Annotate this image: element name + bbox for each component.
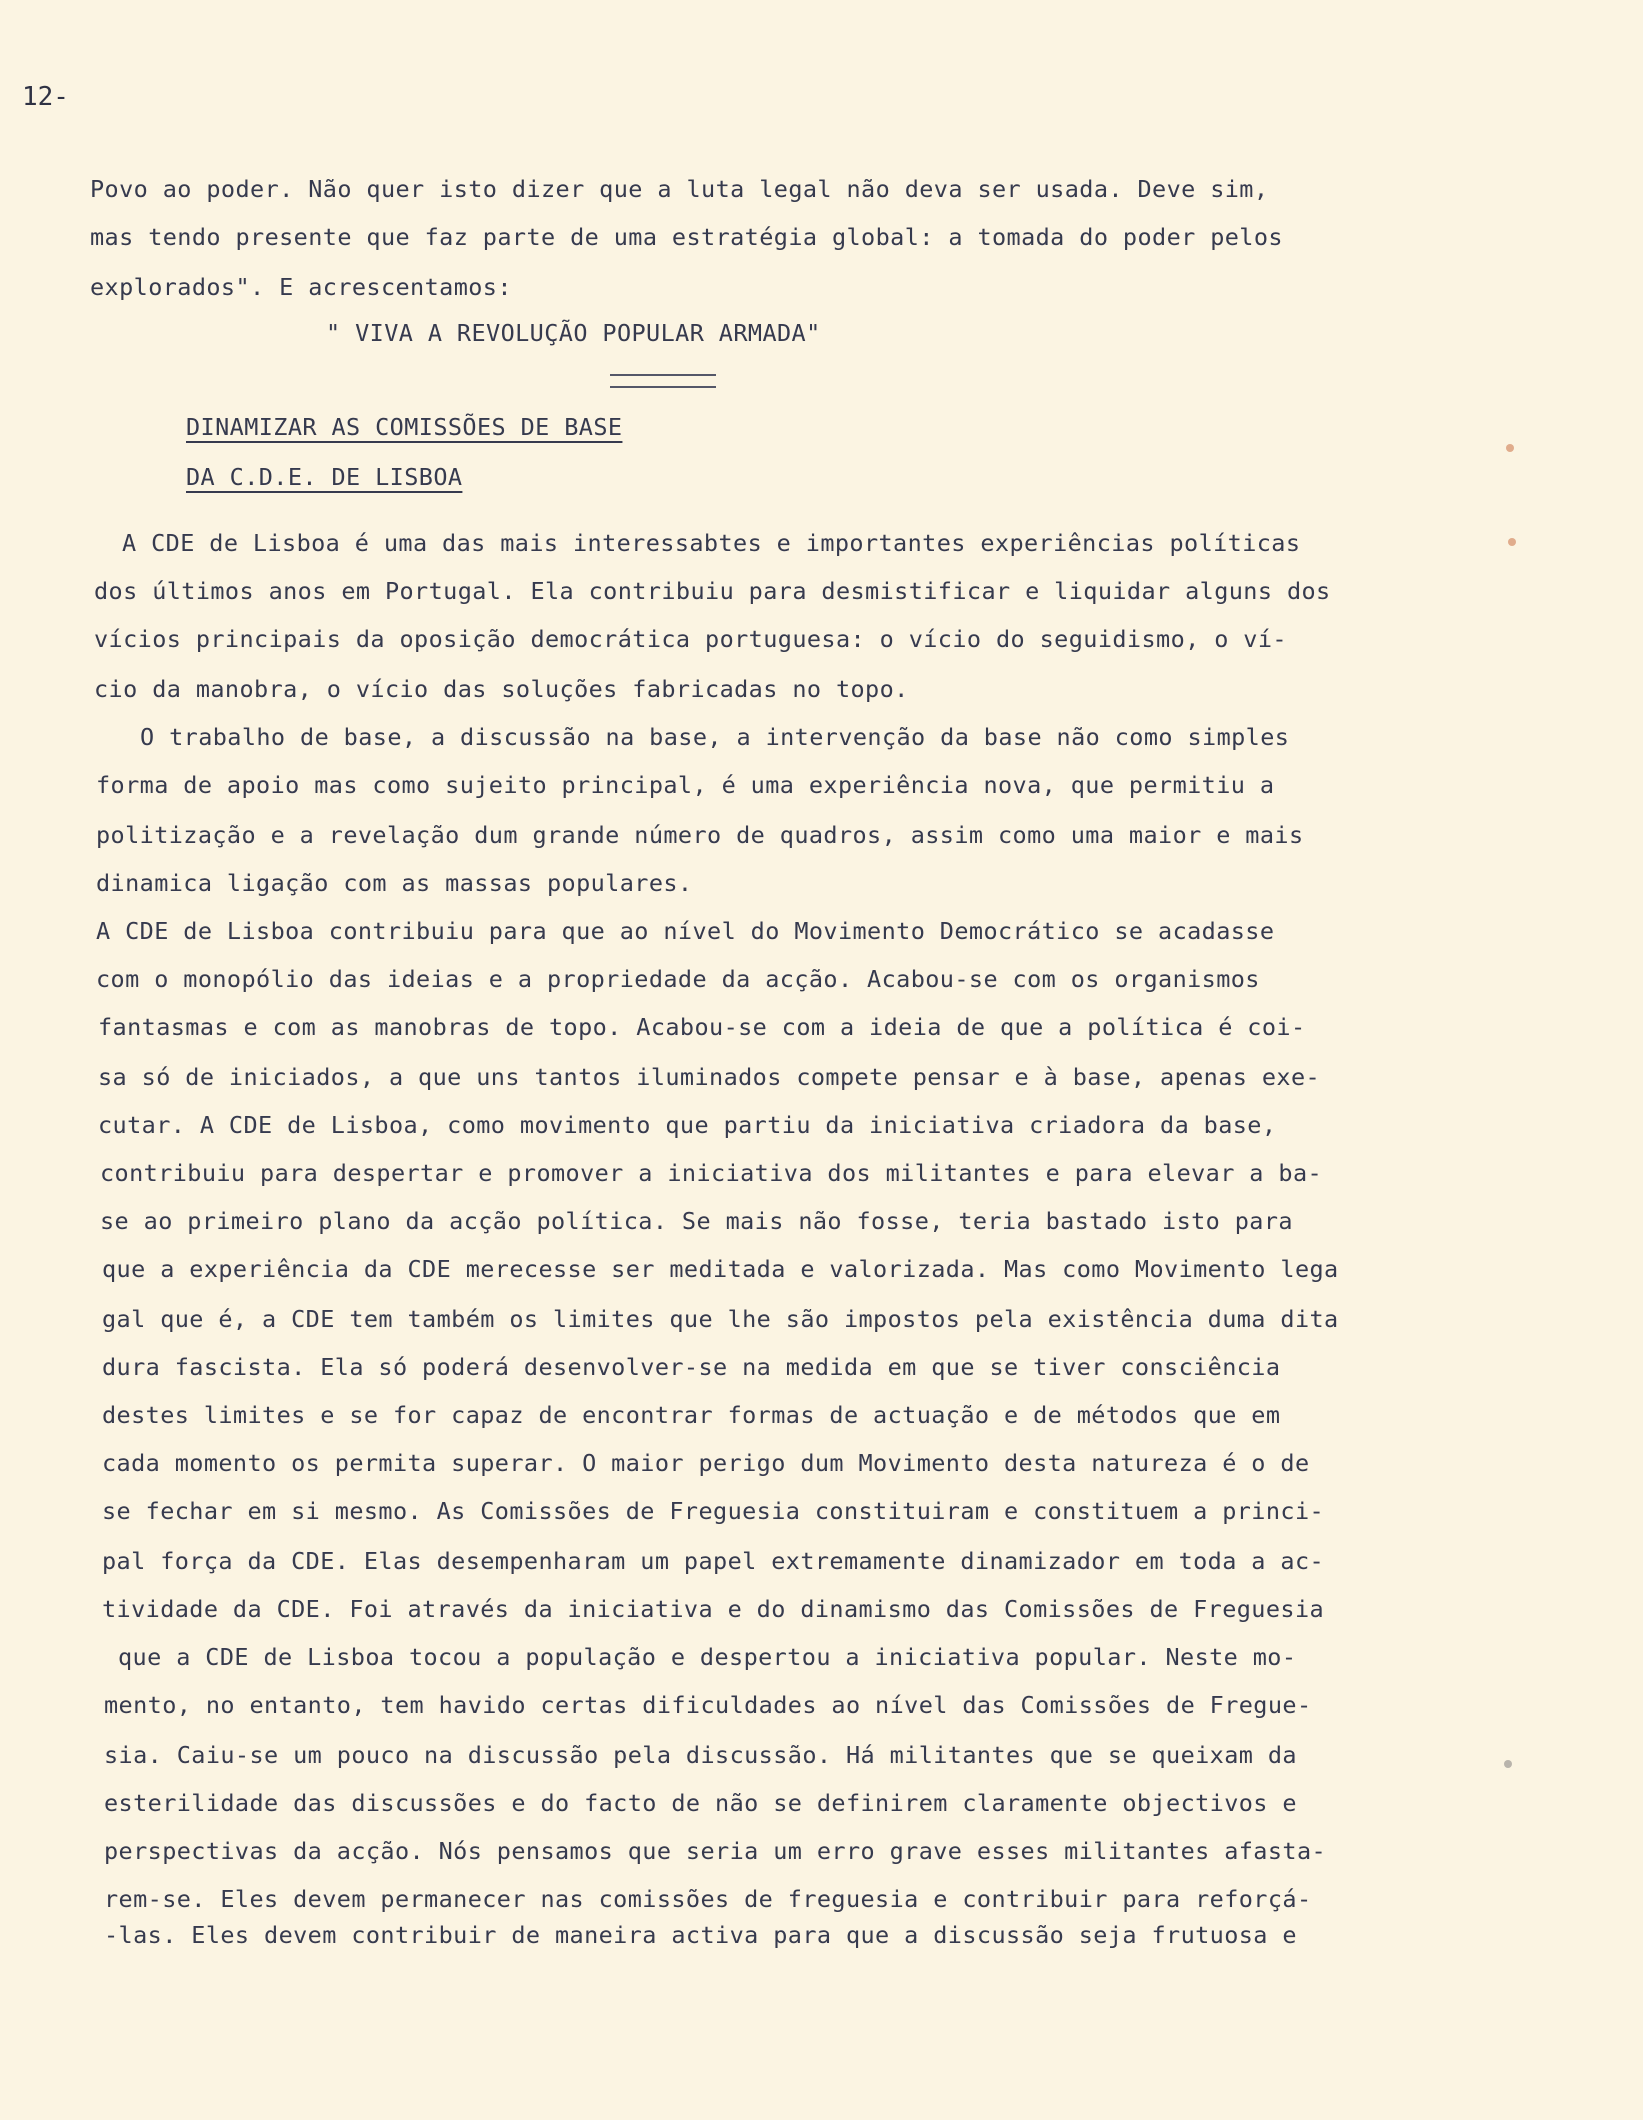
body-line: mento, no entanto, tem havido certas dificuldades ao nível das Comissões de Fregue- [104,1691,1312,1719]
page-number: 12- [22,82,69,112]
body-line: O trabalho de base, a discussão na base, a intervenção da base não como simples [140,723,1290,751]
body-line: gal que é, a CDE tem também os limites que lhe são impostos pela existência duma dita [102,1305,1339,1333]
body-line: cutar. A CDE de Lisboa, como movimento que partiu da iniciativa criadora da base, [98,1111,1277,1139]
section-heading-line-2: DA C.D.E. DE LISBOA [186,463,463,491]
body-line: pal força da CDE. Elas desempenharam um papel extremamente dinamizador em toda a ac- [102,1547,1325,1575]
body-line: cio da manobra, o vício das soluções fabricadas no topo. [94,675,909,703]
body-line: destes limites e se for capaz de encontrar formas de actuação e de métodos que em [102,1401,1281,1429]
body-line: politização e a revelação dum grande número de quadros, assim como uma maior e mais [96,821,1304,849]
body-line: perspectivas da acção. Nós pensamos que seria um erro grave esses militantes afasta- [104,1837,1327,1865]
paper-speck [1508,538,1516,546]
body-line: dinamica ligação com as massas populares. [96,869,693,897]
body-line: rem-se. Eles devem permanecer nas comissões de freguesia e contribuir para reforçá- [104,1885,1312,1913]
body-line: se fechar em si mesmo. As Comissões de Freguesia constituiram e constituem a princi- [102,1497,1325,1525]
body-line: A CDE de Lisboa contribuiu para que ao nível do Movimento Democrático se acadasse [96,917,1275,945]
body-line: que a CDE de Lisboa tocou a população e despertou a iniciativa popular. Neste mo- [118,1643,1297,1671]
body-line: esterilidade das discussões e do facto de não se definirem claramente objectivos e [104,1789,1297,1817]
section-heading-line-1: DINAMIZAR AS COMISSÕES DE BASE [186,413,623,441]
body-line: dos últimos anos em Portugal. Ela contribuiu para desmistificar e liquidar alguns dos [94,577,1331,605]
body-line: que a experiência da CDE merecesse ser meditada e valorizada. Mas como Movimento lega [102,1255,1339,1283]
intro-line: Povo ao poder. Não quer isto dizer que a luta legal não deva ser usada. Deve sim, [90,175,1269,203]
body-line: com o monopólio das ideias e a propriedade da acção. Acabou-se com os organismos [96,965,1260,993]
paper-speck [1504,1760,1512,1768]
body-line: sia. Caiu-se um pouco na discussão pela discussão. Há militantes que se queixam da [104,1741,1297,1769]
body-line: se ao primeiro plano da acção política. Se mais não fosse, teria bastado isto para [100,1207,1293,1235]
body-line: -las. Eles devem contribuir de maneira activa para que a discussão seja frutuosa e [104,1921,1297,1949]
body-line: sa só de iniciados, a que uns tantos iluminados compete pensar e à base, apenas exe- [98,1063,1321,1091]
double-rule-separator [610,374,716,388]
body-line: fantasmas e com as manobras de topo. Acabou-se com a ideia de que a política é coi- [98,1013,1306,1041]
body-line: cada momento os permita superar. O maior perigo dum Movimento desta natureza é o de [102,1449,1310,1477]
intro-line: explorados". E acrescentamos: [90,273,512,301]
body-line: contribuiu para despertar e promover a iniciativa dos militantes e para elevar a ba- [100,1159,1323,1187]
body-line: A CDE de Lisboa é uma das mais interessabtes e importantes experiências políticas [122,529,1301,557]
body-line: tividade da CDE. Foi através da iniciativa e do dinamismo das Comissões de Freguesia [102,1595,1325,1623]
paper-speck [1506,444,1514,452]
body-line: vícios principais da oposição democrática portuguesa: o vício do seguidismo, o ví- [94,625,1287,653]
body-line: forma de apoio mas como sujeito principal, é uma experiência nova, que permitiu a [96,771,1275,799]
body-line: dura fascista. Ela só poderá desenvolver-se na medida em que se tiver consciência [102,1353,1281,1381]
slogan: " VIVA A REVOLUÇÃO POPULAR ARMADA" [326,319,821,347]
intro-line: mas tendo presente que faz parte de uma estratégia global: a tomada do poder pelos [90,223,1283,251]
